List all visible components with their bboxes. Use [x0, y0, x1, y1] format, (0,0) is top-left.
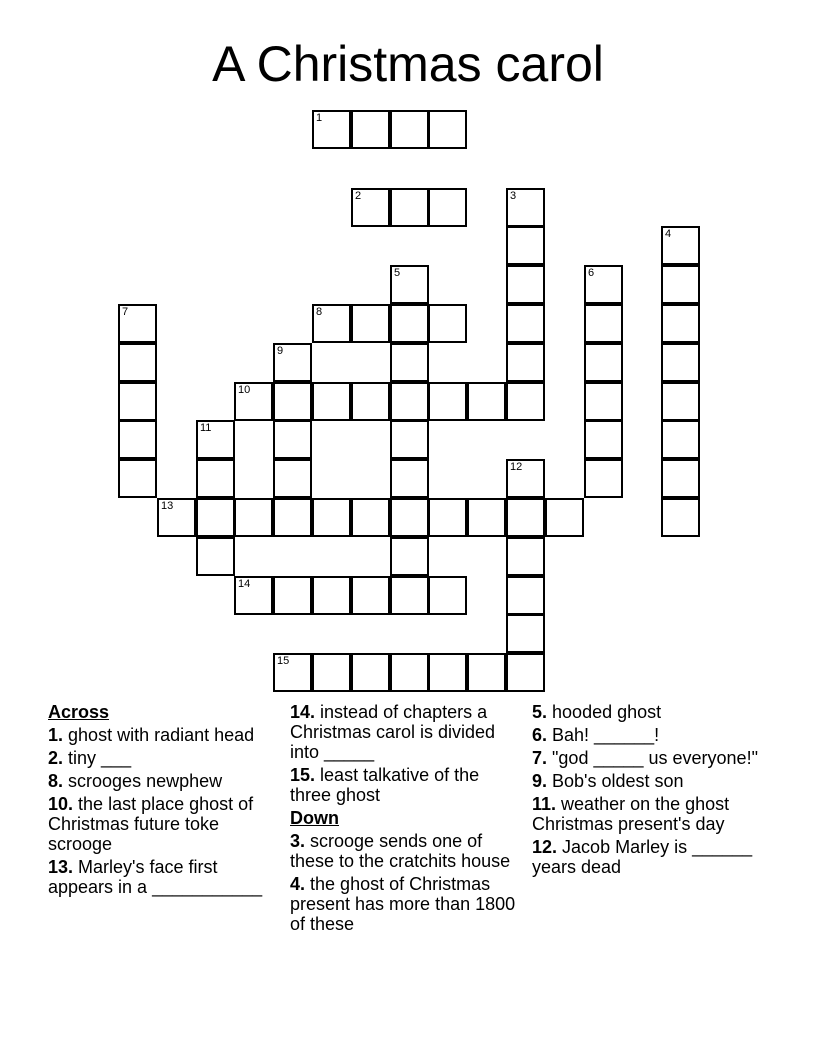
grid-cell[interactable] — [312, 653, 351, 692]
grid-cell[interactable] — [506, 304, 545, 343]
clue-item-number: 1. — [48, 725, 64, 745]
grid-cell[interactable] — [196, 537, 235, 576]
clue-heading: Down — [290, 808, 339, 828]
grid-cell[interactable] — [467, 653, 506, 692]
grid-cell[interactable] — [390, 304, 429, 343]
clue-item — [48, 748, 278, 768]
clue-item — [290, 831, 520, 871]
grid-cell[interactable] — [390, 420, 429, 459]
grid-cell[interactable] — [390, 576, 429, 615]
grid-cell[interactable] — [390, 110, 429, 149]
grid-cell[interactable] — [118, 420, 157, 459]
clue-item-text: scrooges newphew — [68, 771, 223, 791]
clue-item — [532, 837, 772, 877]
grid-cell[interactable] — [273, 343, 312, 382]
grid-cell[interactable] — [661, 343, 700, 382]
grid-cell[interactable] — [584, 420, 623, 459]
clue-number: 12 — [510, 461, 523, 473]
grid-cell[interactable] — [506, 498, 545, 537]
grid-cell[interactable] — [467, 382, 506, 421]
clue-item-number: 15. — [290, 765, 316, 785]
grid-cell[interactable] — [506, 343, 545, 382]
grid-cell[interactable] — [584, 343, 623, 382]
grid-cell[interactable] — [584, 382, 623, 421]
clue-item-text: weather on the ghost Christmas present's day — [532, 794, 730, 834]
grid-cell[interactable] — [234, 498, 273, 537]
grid-cell[interactable] — [351, 653, 390, 692]
grid-cell[interactable] — [506, 188, 545, 227]
grid-cell[interactable] — [390, 498, 429, 537]
grid-cell[interactable] — [390, 188, 429, 227]
grid-cell[interactable] — [506, 226, 545, 265]
grid-cell[interactable] — [390, 382, 429, 421]
grid-cell[interactable] — [584, 304, 623, 343]
clue-number: 8 — [316, 306, 323, 318]
grid-cell[interactable] — [390, 343, 429, 382]
clue-item-text: hooded ghost — [552, 702, 662, 722]
clue-item — [532, 725, 772, 745]
grid-cell[interactable] — [584, 265, 623, 304]
clue-item — [532, 771, 772, 791]
grid-cell[interactable] — [661, 382, 700, 421]
clue-item-text: the ghost of Christmas present has more than 1800 of these — [290, 874, 516, 934]
page-title: A Christmas carol — [212, 36, 604, 92]
grid-cell[interactable] — [506, 459, 545, 498]
grid-cell[interactable] — [196, 498, 235, 537]
clue-item-number: 2. — [48, 748, 64, 768]
grid-cell[interactable] — [234, 576, 273, 615]
grid-cell[interactable] — [661, 420, 700, 459]
grid-cell[interactable] — [351, 304, 390, 343]
grid-cell[interactable] — [351, 188, 390, 227]
clue-number: 11 — [200, 422, 212, 434]
clue-item-text: instead of chapters a Christmas carol is divided into _____ — [290, 702, 496, 762]
grid-cell[interactable] — [234, 382, 273, 421]
clue-column-2 — [290, 702, 520, 937]
grid-cell[interactable] — [273, 420, 312, 459]
clue-item-text: Bah! ______! — [552, 725, 660, 745]
grid-cell[interactable] — [390, 537, 429, 576]
grid-cell[interactable] — [506, 653, 545, 692]
grid-cell[interactable] — [273, 576, 312, 615]
grid-cell[interactable] — [196, 459, 235, 498]
clue-item-number: 3. — [290, 831, 306, 851]
grid-cell[interactable] — [273, 382, 312, 421]
grid-cell[interactable] — [118, 382, 157, 421]
grid-cell[interactable] — [312, 498, 351, 537]
clue-item-number: 12. — [532, 837, 558, 857]
clue-column-1 — [48, 702, 278, 900]
grid-cell[interactable] — [351, 110, 390, 149]
clue-item-number: 5. — [532, 702, 548, 722]
grid-cell[interactable] — [506, 614, 545, 653]
clue-item — [532, 748, 772, 768]
clue-item — [48, 857, 278, 897]
grid-cell[interactable] — [273, 653, 312, 692]
clue-item-number: 10. — [48, 794, 74, 814]
clue-number: 13 — [161, 500, 174, 512]
grid-cell[interactable] — [351, 498, 390, 537]
grid-cell[interactable] — [584, 459, 623, 498]
grid-cell[interactable] — [312, 382, 351, 421]
grid-cell[interactable] — [157, 498, 196, 537]
clue-column-3 — [532, 702, 772, 880]
grid-cell[interactable] — [196, 420, 235, 459]
clue-item-text: "god _____ us everyone!" — [552, 748, 758, 768]
grid-cell[interactable] — [506, 576, 545, 615]
clue-item-number: 7. — [532, 748, 548, 768]
grid-cell[interactable] — [467, 498, 506, 537]
clue-item-text: the last place ghost of Christmas future toke scrooge — [48, 794, 254, 854]
clue-item — [290, 874, 520, 934]
clue-item — [48, 794, 278, 854]
clue-item — [532, 702, 772, 722]
grid-cell[interactable] — [428, 188, 467, 227]
clue-item — [48, 725, 278, 745]
grid-cell[interactable] — [506, 265, 545, 304]
clue-item — [532, 794, 772, 834]
grid-cell[interactable] — [312, 304, 351, 343]
grid-cell[interactable] — [428, 382, 467, 421]
grid-cell[interactable] — [506, 537, 545, 576]
clue-item-number: 9. — [532, 771, 548, 791]
grid-cell[interactable] — [428, 576, 467, 615]
clue-number: 4 — [665, 228, 672, 240]
grid-cell[interactable] — [661, 304, 700, 343]
grid-cell[interactable] — [312, 576, 351, 615]
clue-heading: Across — [48, 702, 110, 722]
grid-cell[interactable] — [312, 110, 351, 149]
clue-number: 3 — [510, 190, 517, 202]
grid-cell[interactable] — [545, 498, 584, 537]
clue-number: 5 — [394, 267, 401, 279]
clue-item-number: 4. — [290, 874, 306, 894]
clue-number: 6 — [588, 267, 595, 279]
grid-cell[interactable] — [118, 343, 157, 382]
grid-cell[interactable] — [351, 576, 390, 615]
clue-item-number: 14. — [290, 702, 316, 722]
grid-cell[interactable] — [390, 459, 429, 498]
grid-cell[interactable] — [273, 498, 312, 537]
clue-item-text: Marley's face first appears in a ___________ — [48, 857, 263, 897]
clue-item-number: 13. — [48, 857, 74, 877]
clue-number: 1 — [316, 112, 323, 124]
clue-number: 15 — [277, 655, 290, 667]
grid-cell[interactable] — [661, 498, 700, 537]
grid-cell[interactable] — [428, 653, 467, 692]
clue-item-number: 8. — [48, 771, 64, 791]
clue-item-text: scrooge sends one of these to the cratchits house — [290, 831, 511, 871]
grid-cell[interactable] — [661, 459, 700, 498]
clue-number: 10 — [238, 384, 251, 396]
clue-item-number: 11. — [532, 794, 557, 814]
grid-cell[interactable] — [118, 304, 157, 343]
grid-cell[interactable] — [351, 382, 390, 421]
grid-cell[interactable] — [390, 265, 429, 304]
clue-item-text: ghost with radiant head — [68, 725, 255, 745]
clue-item-text: Bob's oldest son — [552, 771, 684, 791]
clue-item-text: tiny ___ — [68, 748, 132, 768]
grid-cell[interactable] — [661, 265, 700, 304]
grid-cell[interactable] — [506, 382, 545, 421]
clue-number: 9 — [277, 345, 284, 357]
grid-cell[interactable] — [661, 226, 700, 265]
grid-cell[interactable] — [428, 304, 467, 343]
clue-item — [48, 771, 278, 791]
grid-cell[interactable] — [428, 110, 467, 149]
grid-cell[interactable] — [428, 498, 467, 537]
clue-number: 7 — [122, 306, 129, 318]
clue-item — [290, 765, 520, 805]
grid-cell[interactable] — [390, 653, 429, 692]
clue-number: 14 — [238, 578, 251, 590]
clue-item-text: least talkative of the three ghost — [290, 765, 480, 805]
clue-item — [290, 702, 520, 762]
grid-cell[interactable] — [118, 459, 157, 498]
clue-item-number: 6. — [532, 725, 548, 745]
clue-item-text: Jacob Marley is ______ years dead — [532, 837, 753, 877]
clue-number: 2 — [355, 190, 362, 202]
grid-cell[interactable] — [273, 459, 312, 498]
